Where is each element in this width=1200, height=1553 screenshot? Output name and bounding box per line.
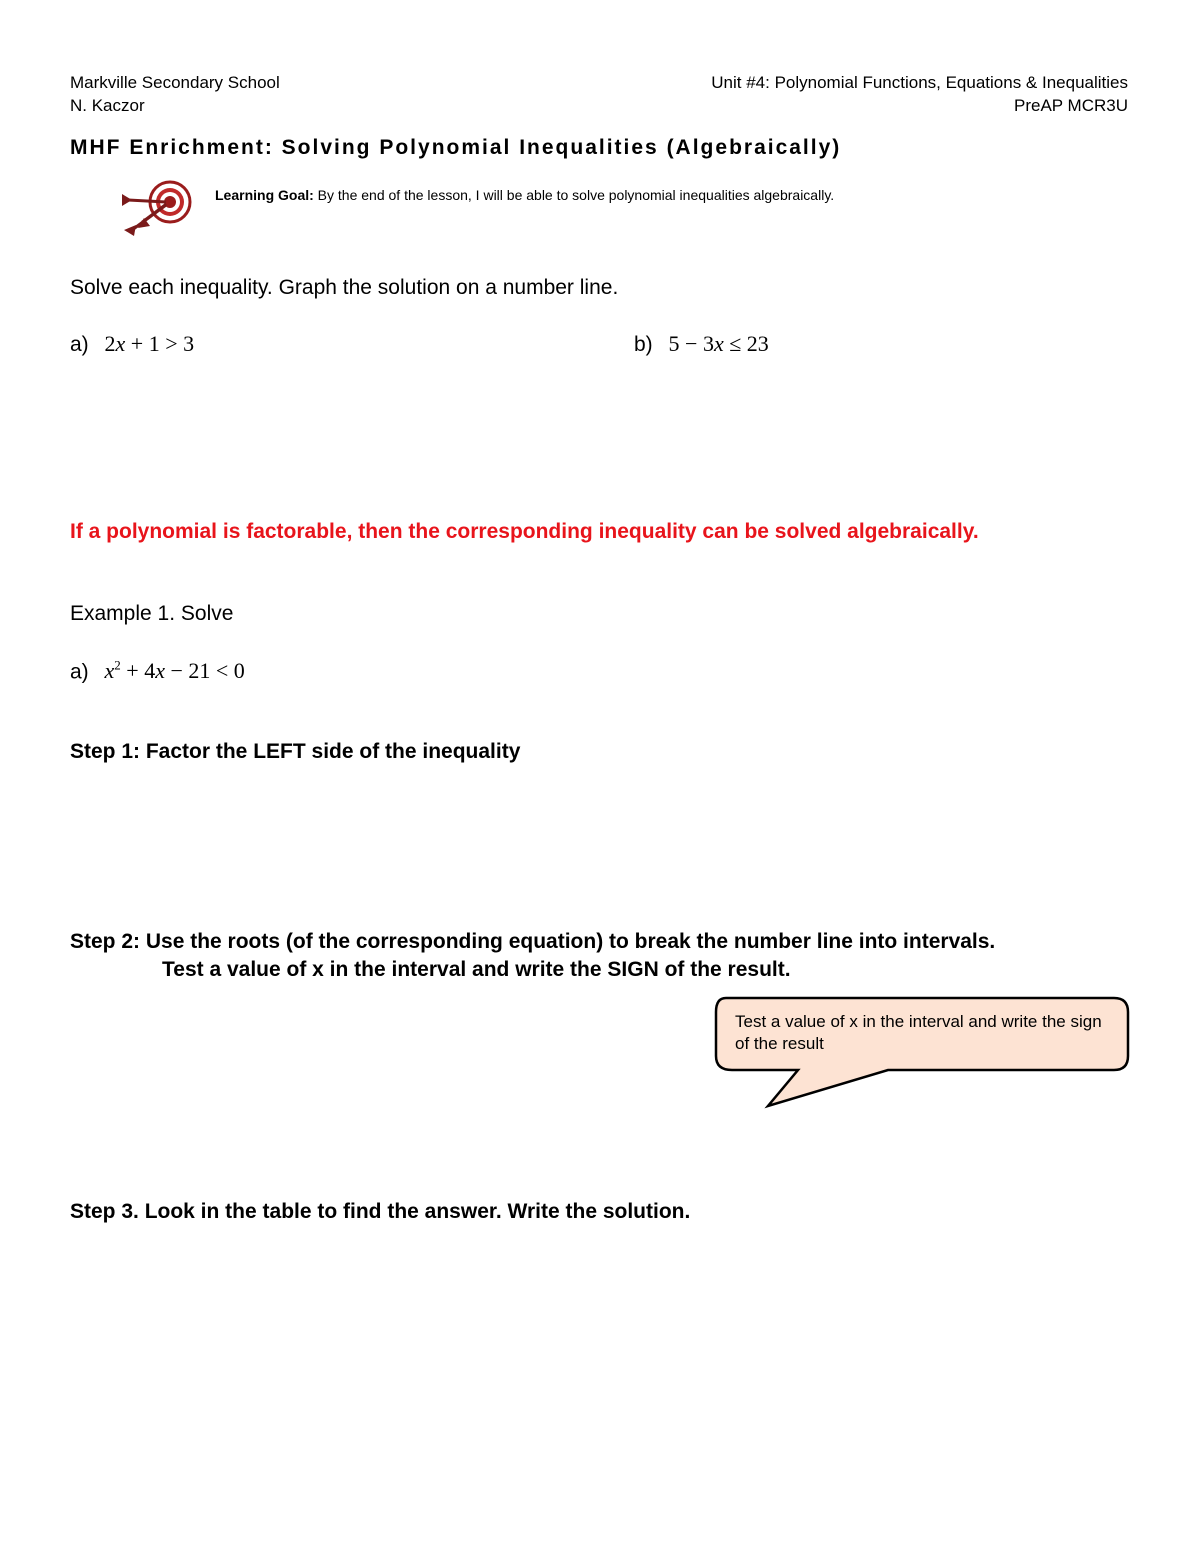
example-exponent: 2	[114, 658, 121, 673]
example-mid: + 4	[120, 658, 156, 684]
example-a-label: a)	[70, 660, 89, 684]
course-code: PreAP MCR3U	[1014, 96, 1128, 115]
problem-b-rest: ≤ 23	[723, 331, 769, 356]
example-var2: x	[155, 658, 165, 684]
unit-title: Unit #4: Polynomial Functions, Equations & Inequalities	[711, 73, 1128, 92]
example-var: x	[104, 658, 115, 684]
learning-goal-label: Learning Goal:	[215, 187, 314, 203]
problem-b	[634, 331, 769, 357]
page-title: MHF Enrichment: Solving Polynomial Inequalities (Algebraically)	[70, 136, 842, 159]
learning-goal-text: By the end of the lesson, I will be able to solve polynomial inequalities algebraically.	[313, 187, 835, 203]
example-a	[70, 658, 245, 684]
school-name: Markville Secondary School	[70, 73, 280, 92]
step-3: Step 3. Look in the table to find the answer. Write the solution.	[70, 1200, 691, 1223]
example-a-expression	[105, 658, 245, 683]
example-heading: Example 1. Solve	[70, 602, 234, 625]
problem-b-lead: 5 − 3	[668, 331, 714, 356]
step-1: Step 1: Factor the LEFT side of the inequality	[70, 740, 521, 763]
problem-a-label: a)	[70, 333, 89, 356]
instruction-text: Solve each inequality. Graph the solution on a number line.	[70, 276, 619, 299]
teacher-name: N. Kaczor	[70, 96, 145, 115]
problem-b-expression	[669, 331, 769, 356]
learning-goal	[215, 187, 834, 203]
problem-a	[70, 331, 194, 357]
target-arrows-icon	[120, 178, 192, 238]
step-2-line-2: Test a value of x in the interval and write the SIGN of the result.	[162, 958, 791, 981]
problem-a-lead: 2	[104, 331, 116, 356]
step-2-line-1: Step 2: Use the roots (of the corresponding equation) to break the number line into intervals.	[70, 930, 996, 953]
problem-a-var: x	[115, 331, 126, 356]
rule-statement: If a polynomial is factorable, then the corresponding inequality can be solved algebraically.	[70, 520, 979, 543]
example-tail: − 21 < 0	[164, 658, 245, 684]
problem-a-expression	[105, 331, 195, 356]
problem-b-var: x	[713, 331, 724, 356]
problem-a-rest: + 1 > 3	[125, 331, 195, 356]
problem-b-label: b)	[634, 333, 653, 356]
callout-text: Test a value of x in the interval and write the sign of the result	[735, 1012, 1102, 1053]
